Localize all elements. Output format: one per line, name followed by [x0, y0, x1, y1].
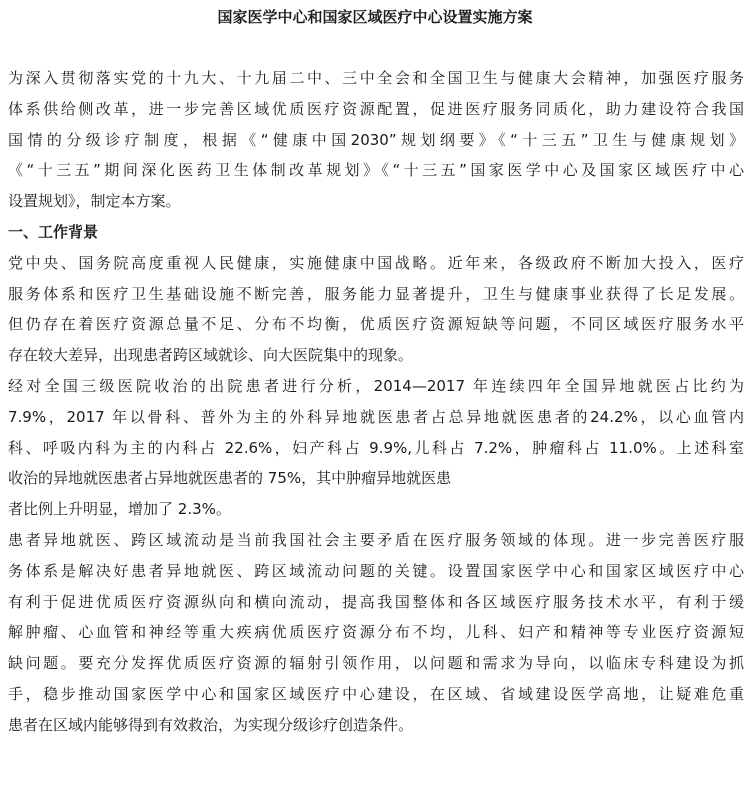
document-title: 国家医学中心和国家区域医疗中心设置实施方案: [217, 8, 533, 26]
text-line: 国情的分级诊疗制度，根据《“健康中国2030”规划纲要》《“十三五”卫生与健康规划》: [8, 130, 744, 149]
text-line: 患者异地就医、跨区域流动是当前我国社会主要矛盾在医疗服务领域的体现。进一步完善医疗服: [8, 530, 744, 549]
text-line: 存在较大差异，出现患者跨区域就诊、向大医院集中的现象。: [8, 346, 414, 365]
text-line: 有利于促进优质医疗资源纵向和横向流动，提高我国整体和各区域医疗服务技术水平，有利于缓: [8, 592, 744, 611]
text-line: 设置规划》，制定本方案。: [8, 192, 181, 211]
text-line: 服务体系和医疗卫生基础设施不断完善，服务能力显著提升，卫生与健康事业获得了长足发展。: [8, 284, 744, 303]
text-line: 科、呼吸内科为主的内科占 22.6%，妇产科占 9.9%,儿科占 7.2%，肿瘤科占 11.0%。上述科室: [8, 438, 744, 457]
document-body: [8, 63, 744, 741]
section-heading: 一、工作背景: [8, 222, 99, 241]
text-line: 解肿瘤、心血管和神经等重大疾病优质医疗资源分布不均，儿科、妇产和精神等专业医疗资源短: [8, 623, 744, 642]
text-line: 《“十三五”期间深化医药卫生体制改革规划》《“十三五”国家医学中心及国家区域医疗中心: [8, 161, 744, 180]
text-line: 党中央、国务院高度重视人民健康，实施健康中国战略。近年来，各级政府不断加大投入，医疗: [8, 253, 744, 272]
text-line: 务体系是解决好患者异地就医、跨区域流动问题的关键。设置国家医学中心和国家区域医疗中心: [8, 561, 744, 580]
text-line: 7.9%，2017 年以骨科、普外为主的外科异地就医患者占总异地就医患者的24.2%，以心血管内: [8, 407, 744, 426]
text-line: 但仍存在着医疗资源总量不足、分布不均衡，优质医疗资源短缺等问题，不同区域医疗服务水平: [8, 315, 744, 334]
text-line: 体系供给侧改革，进一步完善区域优质医疗资源配置，促进医疗服务同质化，助力建设符合我国: [8, 99, 744, 118]
text-line: 收治的异地就医患者占异地就医患者的 75%，其中肿瘤异地就医患: [8, 469, 452, 488]
text-line: 缺问题。要充分发挥优质医疗资源的辐射引领作用，以问题和需求为导向，以临床专科建设为抓: [8, 654, 744, 673]
text-line: 者比例上升明显，增加了 2.3%。: [8, 500, 231, 519]
text-line: 为深入贯彻落实党的十九大、十九届二中、三中全会和全国卫生与健康大会精神，加强医疗服务: [8, 69, 744, 87]
text-line: 患者在区域内能够得到有效救治，为实现分级诊疗创造条件。: [8, 715, 414, 734]
text-line: 手，稳步推动国家医学中心和国家区域医疗中心建设，在区域、省域建设医学高地，让疑难危重: [8, 684, 744, 703]
text-line: 经对全国三级医院收治的出院患者进行分析，2014—2017 年连续四年全国异地就医占比约为: [8, 376, 744, 395]
